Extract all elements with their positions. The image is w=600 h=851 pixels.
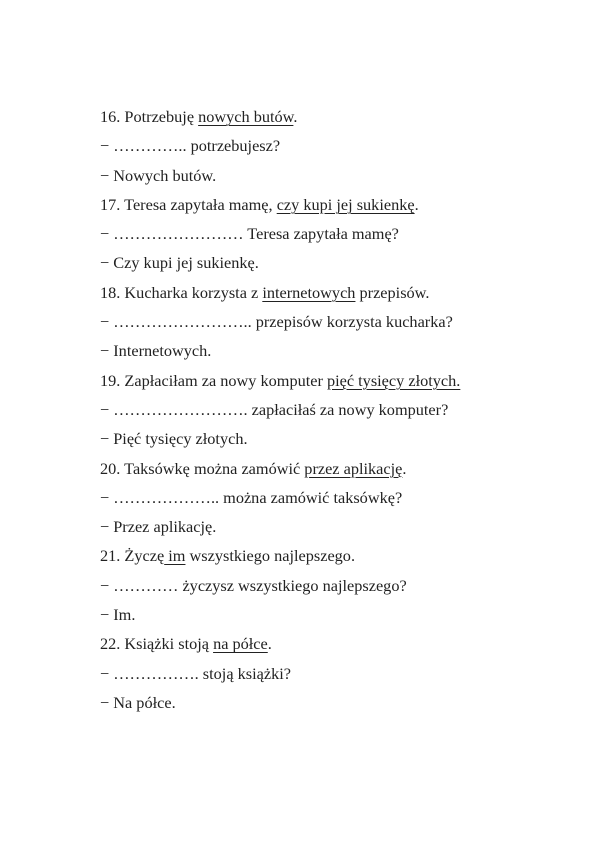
underlined-phrase: internetowych: [262, 282, 356, 302]
sentence-text: .: [414, 194, 419, 214]
question-blank: − ……………….. można zamówić taksówkę?: [100, 487, 403, 507]
sentence-text: .: [402, 458, 407, 478]
exercise-number: 19.: [100, 370, 121, 390]
exercise-number: 17.: [100, 194, 121, 214]
answer: − Nowych butów.: [100, 165, 217, 185]
answer: − Internetowych.: [100, 341, 212, 361]
exercise-number: 20.: [100, 458, 121, 478]
question-blank: − …………………….. przepisów korzysta kucharka?: [100, 312, 453, 332]
sentence-text: przepisów.: [355, 282, 430, 302]
sentence-text: Książki stoją: [120, 634, 214, 654]
question-blank: − ……………………. zapłaciłaś za nowy komputer?: [100, 399, 449, 419]
question-blank: − ……………. stoją książki?: [100, 663, 291, 683]
sentence: [100, 541, 460, 570]
answer: − Przez aplikację.: [100, 517, 217, 537]
exercise-document: [100, 102, 460, 717]
sentence: [100, 366, 460, 395]
sentence-text: Potrzebuję: [120, 107, 199, 126]
sentence-text: Taksówkę można zamówić: [120, 458, 305, 478]
sentence-text: Teresa zapytała mamę,: [120, 194, 277, 214]
sentence-text: Kucharka korzysta z: [120, 282, 263, 302]
exercise-number: 16.: [100, 107, 121, 126]
question-blank: − …………………… Teresa zapytała mamę?: [100, 224, 399, 244]
underlined-phrase: nowych butów: [198, 107, 294, 126]
exercise-number: 18.: [100, 282, 121, 302]
sentence: [100, 278, 460, 307]
sentence: [100, 190, 460, 219]
exercise-number: 21.: [100, 546, 121, 566]
answer: − Im.: [100, 605, 136, 625]
sentence-text: Życzę: [120, 546, 165, 566]
answer: − Czy kupi jej sukienkę.: [100, 253, 259, 273]
sentence: [100, 629, 460, 658]
underlined-phrase: przez aplikację: [304, 458, 403, 478]
question-blank: − ………….. potrzebujesz?: [100, 136, 281, 156]
sentence-text: Zapłaciłam za nowy komputer: [120, 370, 327, 390]
sentence: [100, 454, 460, 483]
sentence-text: .: [267, 634, 272, 654]
sentence: [100, 102, 460, 131]
answer: − Na półce.: [100, 692, 176, 712]
underlined-phrase: czy kupi jej sukienkę: [276, 194, 415, 214]
underlined-phrase: im: [164, 546, 186, 566]
underlined-phrase: pięć tysięcy złotych.: [326, 370, 461, 390]
answer: − Pięć tysięcy złotych.: [100, 429, 248, 449]
exercise-number: 22.: [100, 634, 121, 654]
sentence-text: .: [293, 107, 298, 126]
sentence-text: wszystkiego najlepszego.: [185, 546, 356, 566]
underlined-phrase: na półce: [213, 634, 268, 654]
question-blank: − ………… życzysz wszystkiego najlepszego?: [100, 575, 407, 595]
